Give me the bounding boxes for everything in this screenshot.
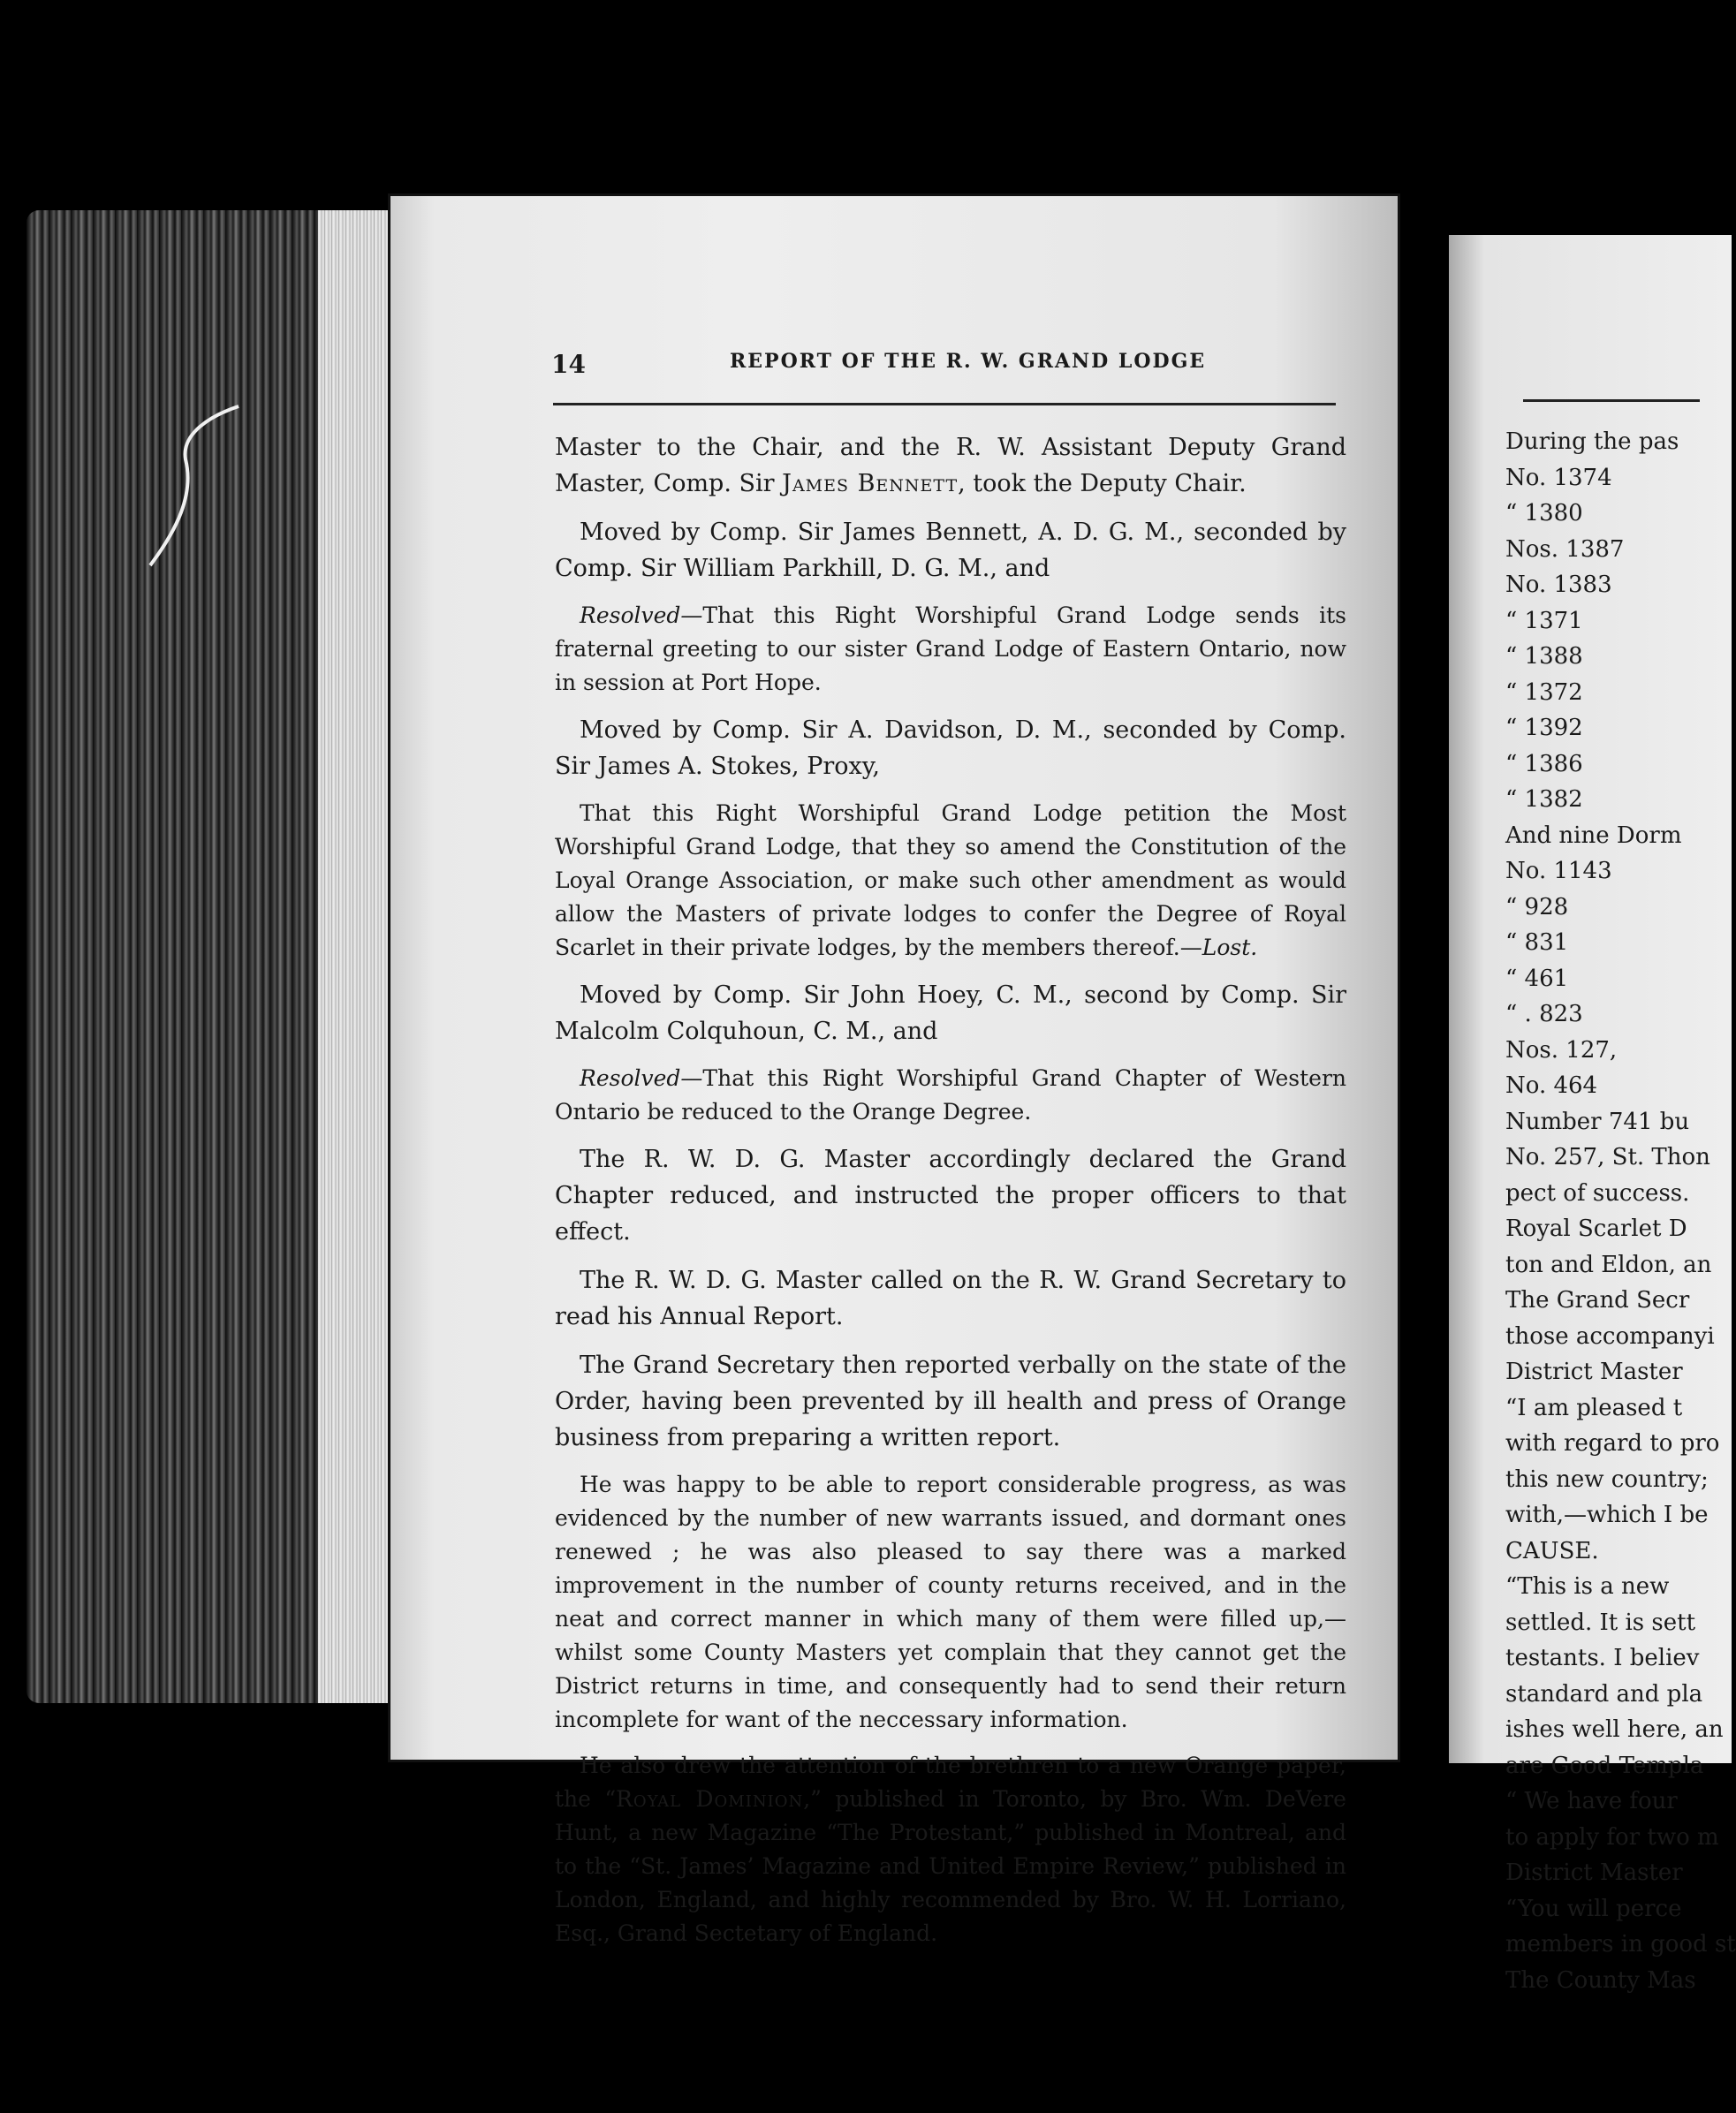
next-page-line: standard and pla	[1505, 1680, 1703, 1708]
next-page-line: “ 928	[1505, 893, 1569, 920]
next-page-line: those accompanyi	[1505, 1322, 1715, 1350]
next-page-line: Nos. 1387	[1505, 535, 1625, 563]
next-page-line: No. 1383	[1505, 572, 1612, 598]
next-page-line: “ 1392	[1505, 715, 1583, 741]
next-page-rule	[1523, 399, 1700, 402]
paragraph: The R. W. D. G. Master called on the R. W. Grand Secretary to read his Annual Report.	[555, 1267, 1346, 1330]
next-page-line: And nine Dorm	[1505, 822, 1682, 849]
next-page-line: settled. It is sett	[1505, 1609, 1696, 1636]
next-page-line: “ 1380	[1505, 500, 1583, 526]
paragraph: Moved by Comp. Sir James Bennett, A. D. G. M., seconded by Comp. Sir William Parkhill, D. G. M., and	[555, 519, 1346, 582]
paragraph: Moved by Comp. Sir John Hoey, C. M., second by Comp. Sir Malcolm Colquhoun, C. M., and	[555, 981, 1346, 1045]
next-page-line: “ 831	[1505, 929, 1569, 956]
next-page-line: Royal Scarlet D	[1505, 1216, 1687, 1242]
page-body	[555, 429, 1346, 1963]
next-page-line: “ . 823	[1505, 1001, 1583, 1027]
next-page-line: “ 461	[1505, 965, 1569, 992]
next-page-line: No. 1143	[1505, 858, 1612, 884]
next-page-line: “I am pleased t	[1505, 1394, 1683, 1421]
next-page-line: No. 257, St. Thon	[1505, 1144, 1710, 1170]
next-page-line: members in good st	[1505, 1931, 1736, 1958]
next-page-line: testants. I believ	[1505, 1645, 1700, 1671]
next-page-line: with,—which I be	[1505, 1502, 1709, 1528]
next-page-line: Number 741 bu	[1505, 1108, 1690, 1135]
paragraph: The Grand Secretary then reported verbally on the state of the Order, having been prevented by ill health and press of Orange business from preparing a written report.	[555, 1352, 1346, 1451]
running-head: REPORT OF THE R. W. GRAND LODGE	[730, 350, 1207, 373]
next-page-line: Nos. 127,	[1505, 1036, 1618, 1064]
next-page-line: ishes well here, an	[1505, 1716, 1724, 1743]
next-page-line: “This is a new	[1505, 1573, 1670, 1600]
next-page-line: with regard to pro	[1505, 1430, 1720, 1457]
paragraph: Resolved—That this Right Worshipful Grand Chapter of Western Ontario be reduced to the Orange Degree.	[555, 1065, 1346, 1125]
next-page-text	[1505, 424, 1736, 1998]
paragraph: He also drew the attention of the brethren to a new Orange paper, the “Royal Dominion,” published in Toronto, by Bro. Wm. DeVere Hunt, a new Magazine “The Protestant,” published in Montreal, and to the “St. James’ Magazine and United Empire Review,” published in London, England, and highly recommended by Bro. W. H. Lorriano, Esq., Grand Sectetary of England.	[555, 1753, 1346, 1946]
next-page-line: “ 1372	[1505, 678, 1583, 706]
next-page-line: The County Mas	[1505, 1966, 1696, 1994]
next-page-line: “ 1382	[1505, 786, 1583, 813]
next-page-line: No. 464	[1505, 1072, 1598, 1099]
next-page-line: to apply for two m	[1505, 1823, 1719, 1851]
header-rule	[553, 403, 1336, 405]
next-page-line: “ 1386	[1505, 750, 1583, 777]
next-page-line: are Good Templa	[1505, 1752, 1704, 1779]
page-number: 14	[551, 350, 586, 379]
paragraph: The R. W. D. G. Master accordingly declared the Grand Chapter reduced, and instructed the proper officers to that effect.	[555, 1146, 1346, 1246]
next-page-line: No. 1374	[1505, 464, 1612, 491]
next-page-line: The Grand Secr	[1505, 1287, 1690, 1314]
next-page-line: “ We have four	[1505, 1788, 1678, 1814]
next-page-line: pect of success.	[1505, 1179, 1690, 1207]
next-page-line: “You will perce	[1505, 1895, 1682, 1922]
next-page-line: District Master	[1505, 1859, 1683, 1886]
paragraph: Moved by Comp. Sir A. Davidson, D. M., seconded by Comp. Sir James A. Stokes, Proxy,	[555, 716, 1346, 780]
next-page-line: During the pas	[1505, 428, 1679, 455]
next-page-line: CAUSE.	[1505, 1537, 1599, 1564]
next-page-line: this new country;	[1505, 1465, 1709, 1493]
next-page-line: ton and Eldon, an	[1505, 1251, 1712, 1278]
next-page-line: “ 1371	[1505, 607, 1583, 634]
next-page-line: “ 1388	[1505, 643, 1583, 670]
paragraph: He was happy to be able to report considerable progress, as was evidenced by the number of new warrants issued, and dormant ones renewed ; he was also pleased to say there was a marked improvement in the number of county returns received, and in the neat and correct manner in which many of them were filled up,—whilst some County Masters yet complain that they cannot get the District returns in time, and consequently had to send their return incomplete for want of the neccessary information.	[555, 1472, 1346, 1732]
paragraph: Resolved—That this Right Worshipful Grand Lodge sends its fraternal greeting to our sister Grand Lodge of Eastern Ontario, now in session at Port Hope.	[555, 602, 1346, 695]
paragraph: That this Right Worshipful Grand Lodge petition the Most Worshipful Grand Lodge, that they so amend the Constitution of the Loyal Orange Association, or make such other amendment as would allow the Masters of private lodges to confer the Degree of Royal Scarlet in their private lodges, by the members thereof.—Lost.	[555, 800, 1346, 960]
next-page-line: District Master	[1505, 1359, 1683, 1385]
pencil-scribble-mark	[141, 398, 247, 574]
paragraph: Master to the Chair, and the R. W. Assistant Deputy Grand Master, Comp. Sir James Bennett, took the Deputy Chair.	[555, 434, 1346, 497]
